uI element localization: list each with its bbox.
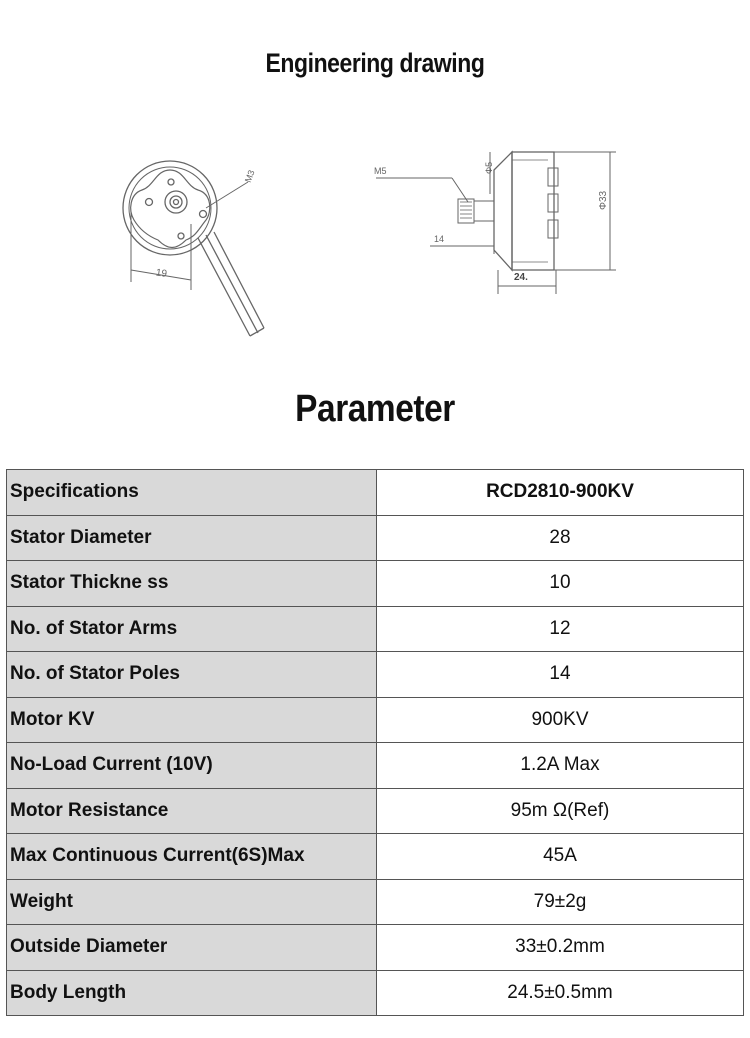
shaft-collar (474, 201, 494, 221)
table-row (7, 788, 744, 834)
row-value: 12 (377, 606, 744, 652)
row-label: No-Load Current (10V) (7, 743, 377, 789)
bell-taper (494, 152, 512, 270)
row-value: 1.2A Max (377, 743, 744, 789)
row-value: 95m Ω(Ref) (377, 788, 744, 834)
row-label: Max Continuous Current(6S)Max (7, 834, 377, 880)
row-label: Stator Thickne ss (7, 561, 377, 607)
row-value: 900KV (377, 697, 744, 743)
row-label: Weight (7, 879, 377, 925)
table-row (7, 970, 744, 1016)
table-row (7, 697, 744, 743)
header-value: RCD2810-900KV (377, 470, 744, 516)
mount-hole-left (146, 199, 153, 206)
spec-table (6, 469, 744, 1016)
mount-plate (131, 170, 210, 248)
table-row (7, 561, 744, 607)
side-view-drawing (376, 152, 616, 294)
table-row (7, 925, 744, 971)
table-row (7, 515, 744, 561)
side-dim-length: 24. (514, 272, 528, 283)
row-label: Body Length (7, 970, 377, 1016)
row-label: Motor Resistance (7, 788, 377, 834)
mount-hole-top (168, 179, 174, 185)
shaft-thread (458, 199, 474, 223)
table-row (7, 606, 744, 652)
mount-hole-right (200, 211, 207, 218)
row-label: Outside Diameter (7, 925, 377, 971)
engineering-drawing (0, 90, 750, 360)
table-row (7, 879, 744, 925)
table-header-row (7, 470, 744, 516)
shaft-inner (170, 196, 182, 208)
table-row (7, 652, 744, 698)
side-dim-shaft: Φ5 (484, 161, 494, 174)
table-row (7, 834, 744, 880)
row-value: 33±0.2mm (377, 925, 744, 971)
row-value: 45A (377, 834, 744, 880)
side-dim-diameter: Φ33 (598, 190, 609, 210)
shaft-outer (165, 191, 187, 213)
row-value: 10 (377, 561, 744, 607)
row-label: Stator Diameter (7, 515, 377, 561)
row-label: No. of Stator Arms (7, 606, 377, 652)
side-label-thread: M5 (374, 166, 387, 176)
front-view-drawing (123, 161, 264, 336)
row-value: 79±2g (377, 879, 744, 925)
front-label-thread: M3 (242, 168, 257, 184)
shaft-core (174, 200, 179, 205)
row-label: Motor KV (7, 697, 377, 743)
side-dim-shaft-length: 14 (434, 234, 445, 244)
mount-hole-bottom (178, 233, 184, 239)
parameter-title: Parameter (295, 388, 455, 430)
motor-outer-ring (123, 161, 217, 255)
table-row (7, 743, 744, 789)
row-value: 28 (377, 515, 744, 561)
row-value: 24.5±0.5mm (377, 970, 744, 1016)
header-label: Specifications (7, 470, 377, 516)
row-label: No. of Stator Poles (7, 652, 377, 698)
engineering-drawing-title: Engineering drawing (265, 48, 485, 78)
front-dim-mount: 19 (155, 267, 168, 280)
row-value: 14 (377, 652, 744, 698)
